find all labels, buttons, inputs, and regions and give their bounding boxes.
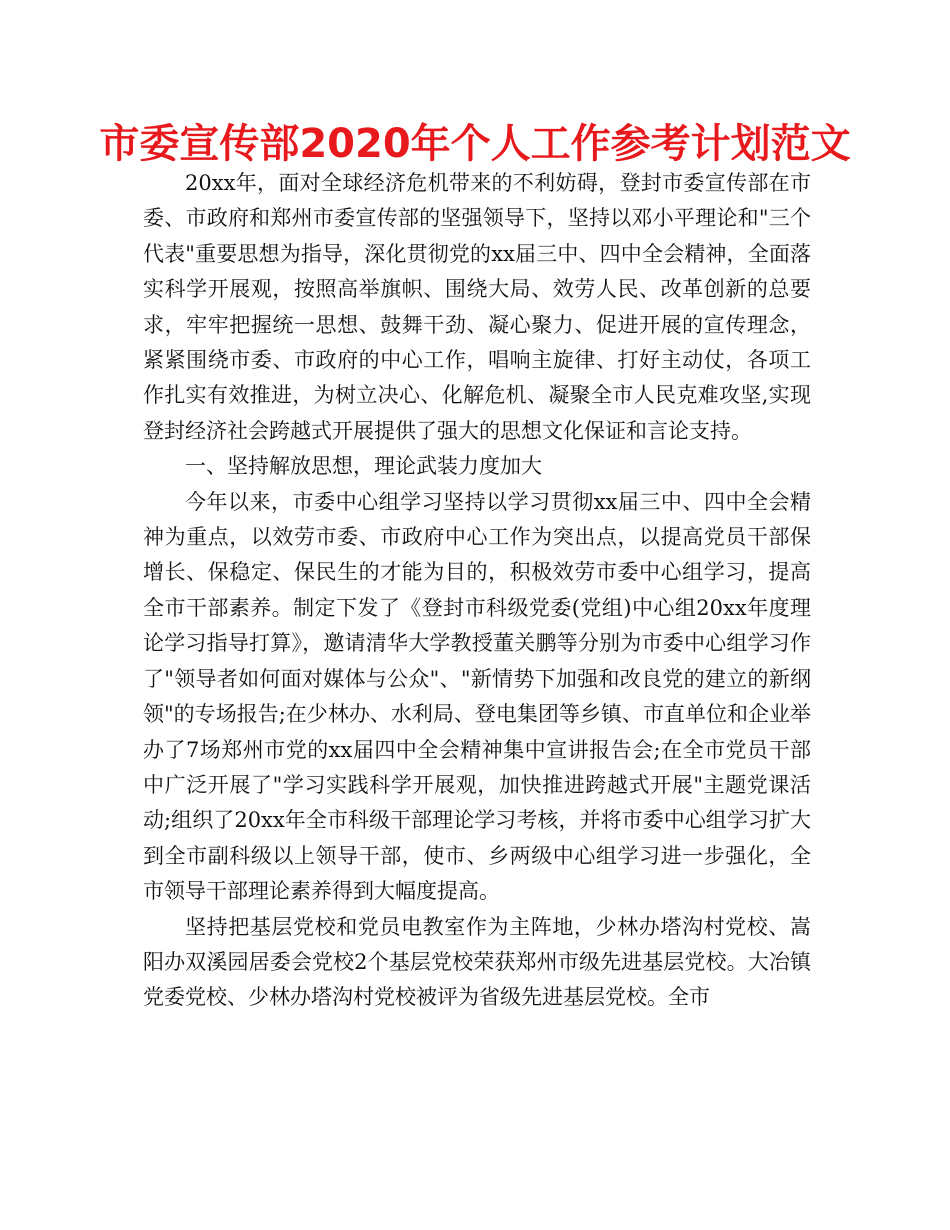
document-body	[143, 166, 811, 1016]
intro-paragraph: 20xx年，面对全球经济危机带来的不利妨碍，登封市委宣传部在市委、市政府和郑州市委宣传部的坚强领导下，坚持以邓小平理论和"三个代表"重要思想为指导，深化贯彻党的xx届三中、四中全会精神，全面落实科学开展观，按照高举旗帜、围绕大局、效劳人民、改革创新的总要求，牢牢把握统一思想、鼓舞干劲、凝心聚力、促进开展的宣传理念，紧紧围绕市委、市政府的中心工作，唱响主旋律、打好主动仗，各项工作扎实有效推进，为树立决心、化解危机、凝聚全市人民克难攻坚,实现登封经济社会跨越式开展提供了强大的思想文化保证和言论支持。	[143, 171, 811, 443]
section-heading: 一、坚持解放思想，理论武装力度加大	[185, 454, 542, 479]
body-paragraph: 今年以来，市委中心组学习坚持以学习贯彻xx届三中、四中全会精神为重点，以效劳市委、市政府中心工作为突出点，以提高党员干部保增长、保稳定、保民生的才能为目的，积极效劳市委中心组学习，提高全市干部素养。制定下发了《登封市科级党委(党组)中心组20xx年度理论学习指导打算》，邀请清华大学教授董关鹏等分别为市委中心组学习作了"领导者如何面对媒体与公众"、"新情势下加强和改良党的建立的新纲领"的专场报告;在少林办、水利局、登电集团等乡镇、市直单位和企业举办了7场郑州市党的xx届四中全会精神集中宣讲报告会;在全市党员干部中广泛开展了"学习实践科学开展观，加快推进跨越式开展"主题党课活动;组织了20xx年全市科级干部理论学习考核，并将市委中心组学习扩大到全市副科级以上领导干部，使市、乡两级中心组学习进一步强化，全市领导干部理论素养得到大幅度提高。	[143, 489, 811, 904]
body-paragraph: 坚持把基层党校和党员电教室作为主阵地，少林办塔沟村党校、嵩阳办双溪园居委会党校2个基层党校荣获郑州市级先进基层党校。大冶镇党委党校、少林办塔沟村党校被评为省级先进基层党校。全市	[143, 914, 811, 1010]
document-title: 市委宣传部2020年个人工作参考计划范文	[99, 121, 851, 167]
